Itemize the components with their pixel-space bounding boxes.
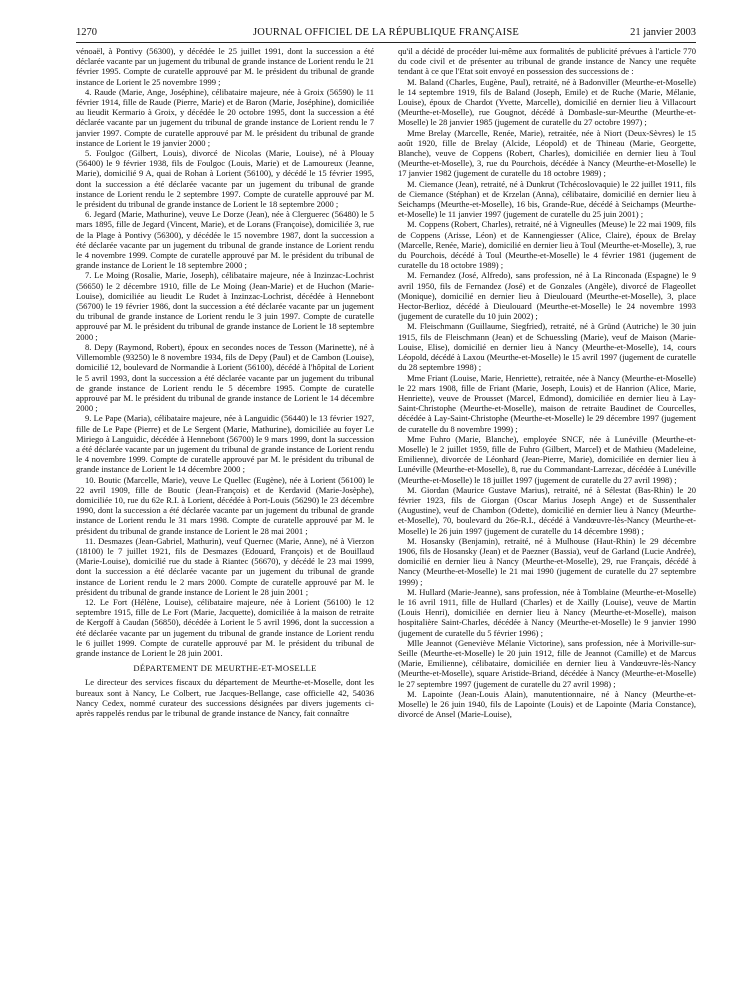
paragraph: vénoaël, à Pontivy (56300), y décédée le 25 juillet 1991, dont la succession a été déclarée vacante par un jugement du tribunal de grande instance de Lorient rendu le 21 février 1995. Compte de curatelle approuvé par M. le président du tribunal de grande instance de Lorient le 25 novembre 1999 ; (76, 46, 374, 87)
paragraph: M. Fleischmann (Guillaume, Siegfried), retraité, né à Gründ (Autriche) le 30 juin 1915, fils de Fleischmann (Jean) et de Schuessling (Marie), veuf de Maison (Marie-Louise, Elise), domicilié en dernier lieu à Nancy (Meurthe-et-Moselle), 14, cours Léopold, décédé à Laxou (Meurthe-et-Moselle) le 15 avril 1997 (jugement de curatelle du 28 septembre 1998) ; (398, 321, 696, 373)
paragraph: M. Hosansky (Benjamin), retraité, né à Mulhouse (Haut-Rhin) le 29 décembre 1906, fils de Hosansky (Jean) et de Paezner (Bassia), veuf de Garland (Lucie Andrée), domicilié en dernier lieu à Nancy (Meurthe-et-Moselle), 29, rue Français, décédé à Nancy (Meurthe-et-Moselle) le 21 mai 1990 (jugement de curatelle du 27 septembre 1999) ; (398, 535, 696, 587)
paragraph: Mlle Jeannot (Geneviève Mélanie Victorine), sans profession, née à Moriville-sur-Seille (Meurthe-et-Moselle) le 20 juin 1912, fille de Jeannot (Camille) et de Marcus (Marie, Emilienne), célibataire, domiciliée en dernier lieu à Vandœuvre-lès-Nancy (Meurthe-et-Moselle), square Aristide-Briand, décédée à Nancy (Meurthe-et-Moselle) le 27 septembre 1997 (jugement de curatelle du 27 avril 1998) ; (398, 637, 696, 689)
paragraph: 11. Desmazes (Jean-Gabriel, Mathurin), veuf Quernec (Marie, Anne), né à Vierzon (18100) le 7 juillet 1921, fils de Desmazes (Edouard, François) et de Bouillaud (Marie-Louise), domicilié rue du stade à Riantec (56670), y décédé le 23 mai 1999, dont la succession a été déclarée vacante par un jugement du tribunal de grande instance de Lorient rendu le 2 mars 2000. Compte de curatelle approuvé par M. le président du tribunal de grande instance de Lorient le 28 juin 2001 ; (76, 535, 374, 597)
issue-date: 21 janvier 2003 (630, 27, 696, 38)
paragraph: 4. Raude (Marie, Ange, Joséphine), célibataire majeure, née à Groix (56590) le 11 février 1914, fille de Raude (Pierre, Marie) et de Baron (Marie, Joséphine), domiciliée au lieudit Kermario à Groix, y décédée le 20 octobre 1995, dont la succession a été déclarée vacante par un jugement du tribunal de grande instance de Lorient rendu le 7 janvier 1997. Compte de curatelle approuvé par M. le président du tribunal de grande instance de Lorient le 19 janvier 2000 ; (76, 86, 374, 148)
paragraph: M. Lapointe (Jean-Louis Alain), manutentionnaire, né à Nancy (Meurthe-et-Moselle) le 26 juin 1940, fils de Lapointe (Louis) et de Lapointe (Maria Constance), divorcé de Ansel (Marie-Louise), (398, 688, 696, 720)
paragraph: 10. Boutic (Marcelle, Marie), veuve Le Quellec (Eugène), née à Lorient (56100) le 22 avril 1909, fille de Boutic (Jean-François) et de Kerdavid (Marie-Josèphe), domiciliée 10, rue du 62e R.I. à Lorient, décédée à Port-Louis (56290) le 23 décembre 1990, dont la succession a été déclarée vacante par un jugement du tribunal de grande instance de Lorient rendu le 31 mars 1998. Compte de curatelle approuvé par M. le président du tribunal de grande instance de Lorient le 28 mai 2001 ; (76, 474, 374, 536)
page-number: 1270 (76, 27, 97, 38)
page-header (76, 27, 696, 43)
paragraph: M. Coppens (Robert, Charles), retraité, né à Vigneulles (Meuse) le 22 mai 1909, fils de Coppens (Arisse, Léon) et de Kannengiesser (Alice, Claire), époux de Brelay (Marcelle, Renée, Marie), domicilié en dernier lieu à Toul (Meurthe-et-Moselle), 3, rue du Pourchois, décédé à Toul (Meurthe-et-Moselle) le 4 février 1981 (jugement de curatelle du 18 octobre 1989) ; (398, 219, 696, 271)
right-paragraphs (398, 46, 696, 719)
paragraph: 9. Le Pape (Maria), célibataire majeure, née à Languidic (56440) le 13 février 1927, fille de Le Pape (Pierre) et de Le Sergent (Marie, Mathurine), domiciliée au foyer Le Miriego à Languidic, décédée à Hennebont (56700) le 9 mars 1999, dont la succession a été déclarée vacante par un jugement du tribunal de grande instance de Lorient rendu le 4 novembre 1999. Compte de curatelle approuvé par M. le président du tribunal de grande instance de Lorient le 14 décembre 2000 ; (76, 413, 374, 475)
paragraph: Le directeur des services fiscaux du département de Meurthe-et-Moselle, dont les bureaux sont à Nancy, Le Colbert, rue Jacques-Bellange, case officielle 42, 54036 Nancy Cedex, nommé curateur des successions désignées par divers jugements ci-après rappelés rendus par le tribunal de grande instance de Nancy, fait connaître (76, 677, 374, 718)
paragraph: Mme Friant (Louise, Marie, Henriette), retraitée, née à Nancy (Meurthe-et-Moselle) le 22 mars 1908, fille de Friant (Marie, Joseph, Louis) et de Hanrion (Alice, Marie, Henriette), veuve de Prousset (Marcel, Edmond), domiciliée en dernier lieu à Lay-Saint-Christophe (Meurthe-et-Moselle), maison de retraite Baudinet de Courcelles, décédée à Lay-Saint-Christophe (Meurthe-et-Moselle) le 29 décembre 1997 (jugement de curatelle du 8 novembre 1999) ; (398, 372, 696, 434)
left-paragraphs (76, 46, 374, 658)
paragraph: 7. Le Moing (Rosalie, Marie, Joseph), célibataire majeure, née à Inzinzac-Lochrist (56650) le 2 décembre 1910, fille de Le Moing (Jean-Marie) et de Huchon (Marie-Louise), domiciliée au lieudit Le Rudet à Inzinzac-Lochrist, décédée à Hennebont (56700) le 19 février 1986, dont la succession a été déclarée vacante par un jugement du tribunal de grande instance de Lorient rendu le 3 juin 1997. Compte de curatelle approuvé par M. le président du tribunal de grande instance de Lorient le 18 septembre 2000 ; (76, 270, 374, 342)
paragraph: M. Hullard (Marie-Jeanne), sans profession, née à Tomblaine (Meurthe-et-Moselle) le 16 avril 1911, fille de Hullard (Charles) et de Xailly (Louise), veuve de Martin (Louis Henri), domiciliée en dernier lieu à Nancy (Meurthe-et-Moselle), maison hospitalière Saint-Charles, décédée à Nancy (Meurthe-et-Moselle) le 9 janvier 1990 (jugement de curatelle du 5 février 1996) ; (398, 586, 696, 638)
paragraph: qu'il a décidé de procéder lui-même aux formalités de publicité prévues à l'article 770 du code civil et de présenter au tribunal de grande instance de Nancy une requête tendant à ce que l'Etat soit envoyé en possession des successions de : (398, 46, 696, 77)
paragraph: 8. Depy (Raymond, Robert), époux en secondes noces de Tesson (Marinette), né à Villemomble (93250) le 8 novembre 1934, fils de Depy (Paul) et de Cambon (Louise), domicilié 12, boulevard de Normandie à Lorient (56100), décédé à l'hôpital de Lorient le 5 avril 1993, dont la succession a été déclarée vacante par un jugement du tribunal de grande instance de Lorient rendu le 5 décembre 1995. Compte de curatelle approuvé par M. le président du tribunal de grande instance de Lorient le 14 décembre 2000 ; (76, 341, 374, 414)
paragraph: M. Giordan (Maurice Gustave Marius), retraité, né à Sélestat (Bas-Rhin) le 20 février 1923, fils de Giorgan (Oscar Marius Joseph Ange) et de Sussenthaler (Augustine), veuf de Chambon (Odette), domicilié en dernier lieu à Nancy (Meurthe-et-Moselle), 70, boulevard du 26e-R.I., décédé à Vandœuvre-lès-Nancy (Meurthe-et-Moselle) le 26 juin 1997 (jugement de curatelle du 14 décembre 1998) ; (398, 484, 696, 536)
right-column (398, 46, 696, 980)
paragraph: M. Baland (Charles, Eugène, Paul), retraité, né à Badonviller (Meurthe-et-Moselle) le 14 septembre 1919, fils de Baland (Joseph, Emile) et de Ruche (Marie, Mélanie, Louise), époux de Chardot (Yvette, Marcelle), domicilié en dernier lieu à Villacourt (Meurthe-et-Moselle), rue Gougnot, décédé à Dombasle-sur-Meurthe (Meurthe-et-Moselle) le 28 janvier 1985 (jugement de curatelle du 27 octobre 1997) ; (398, 76, 696, 128)
header-rule (76, 42, 696, 43)
paragraph: 5. Foulgoc (Gilbert, Louis), divorcé de Nicolas (Marie, Louise), né à Plouay (56400) le 9 février 1938, fils de Foulgoc (Louis, Marie) et de Lamoureux (Jeanne, Marie), domicilié 9 A, quai de Rohan à Lorient (56100), y décédé le 15 février 1995, dont la succession a été déclarée vacante par un jugement du tribunal de grande instance de Lorient rendu le 2 septembre 1997. Compte de curatelle approuvé par M. le président du tribunal de grande instance de Lorient le 18 septembre 2000 ; (76, 148, 374, 210)
paragraph: 12. Le Fort (Hélène, Louise), célibataire majeure, née à Lorient (56100) le 12 septembre 1915, fille de Le Fort (Marie, Jacquette), domiciliée à la maison de retraite de Kergoff à Caudan (56850), décédée à Lorient le 5 avril 1996, dont la succession a été déclarée vacante par un jugement du tribunal de grande instance de Lorient rendu le 6 juillet 1999. Compte de curatelle approuvé par M. le président du tribunal de grande instance de Lorient le 28 juin 2001. (76, 596, 374, 658)
section-title: DÉPARTEMENT DE MEURTHE-ET-MOSELLE (133, 663, 317, 674)
journal-title: JOURNAL OFFICIEL DE LA RÉPUBLIQUE FRANÇAISE (253, 27, 519, 38)
paragraph: 6. Jegard (Marie, Mathurine), veuve Le Dorze (Jean), née à Clerguerec (56480) le 5 mars 1895, fille de Jegard (Vincent, Marie), et de Lorans (Françoise), domiciliée 3, rue de la Plage à Pontivy (56300), y décédée le 15 novembre 1987, dont la succession a été déclarée vacante par un jugement du tribunal de grande instance de Lorient rendu le 4 novembre 1999. Compte de curatelle approuvé par M. le président du tribunal de grande instance de Lorient le 18 septembre 2000 ; (76, 209, 374, 271)
paragraph: M. Fernandez (José, Alfredo), sans profession, né à La Rinconada (Espagne) le 9 avril 1950, fils de Fernandez (José) et de Gonzales (Angèle), divorcé de Flageollet (Monique), domicilié en dernier lieu à Dieulouard (Meurthe-et-Moselle), 3, place Hector-Berlioz, décédé à Dieulouard (Meurthe-et-Moselle) le 24 novembre 1993 (jugement de curatelle du 10 juin 2002) ; (398, 270, 696, 322)
left-column (76, 46, 374, 980)
paragraph: M. Ciemance (Jean), retraité, né à Dunkrut (Tchécoslovaquie) le 22 juillet 1911, fils de Ciemance (Stéphan) et de Krzelan (Anna), célibataire, domicilié en dernier lieu à Seichamps (Meurthe-et-Moselle), 16 bis, Grande-Rue, décédé à Seichamps (Meurthe-et-Moselle) le 11 janvier 1997 (jugement de curatelle du 25 juin 2001) ; (398, 178, 696, 220)
paragraph: Mme Brelay (Marcelle, Renée, Marie), retraitée, née à Niort (Deux-Sèvres) le 15 août 1920, fille de Brelay (Alcide, Léopold) et de Thineau (Marie, Georgette, Blanche), veuve de Coppens (Robert, Charles), domiciliée en dernier lieu à Toul (Meurthe-et-Moselle), 3, rue du Pourchois, décédée à Nancy (Meurthe-et-Moselle) le 17 janvier 1982 (jugement de curatelle du 18 octobre 1989) ; (398, 127, 696, 179)
section-paragraphs (76, 677, 374, 718)
paragraph: Mme Fuhro (Marie, Blanche), employée SNCF, née à Lunéville (Meurthe-et-Moselle) le 2 juillet 1959, fille de Fuhro (Gilbert, Marcel) et de Mathieu (Madeleine, Emilienne), divorcée de Léonhard (Jean-Pierre, Marie), domiciliée en dernier lieu à Lunéville (Meurthe-et-Moselle), 8, rue du Commandant-Larrezac, décédée à Lunéville (Meurthe-et-Moselle) le 18 juillet 1997 (jugement de curatelle du 27 avril 1998) ; (398, 433, 696, 485)
